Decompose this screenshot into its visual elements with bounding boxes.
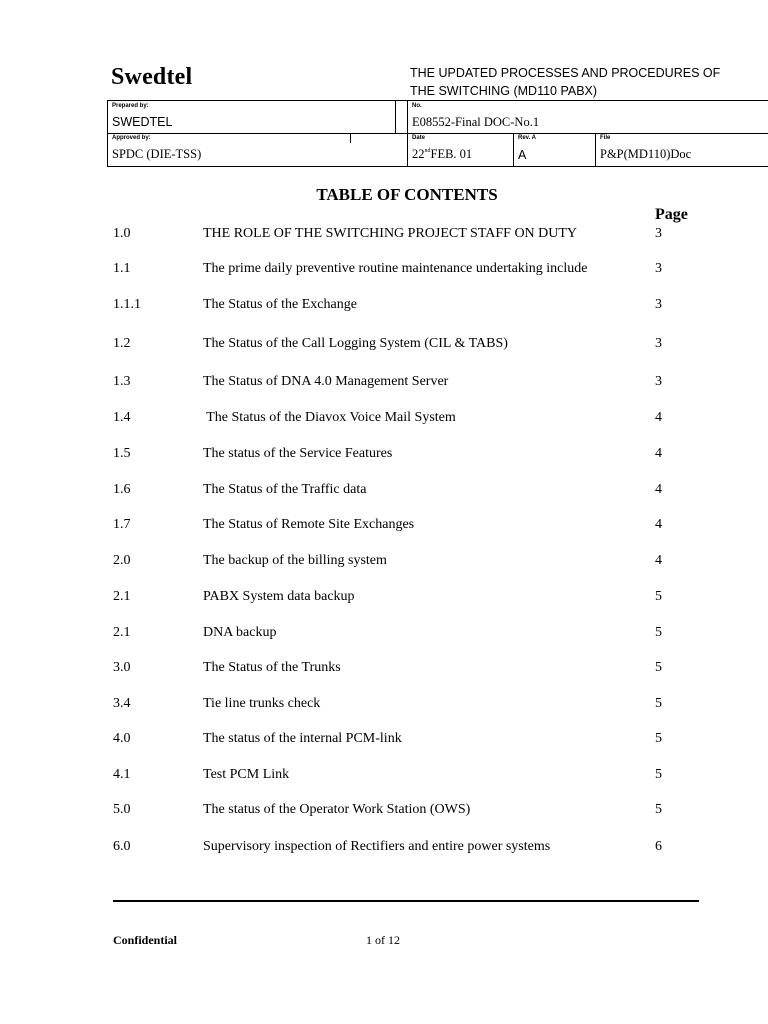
toc-entry-page: 3 <box>655 336 662 351</box>
toc-entry-page: 5 <box>655 696 662 711</box>
prepared-by-value: SWEDTEL <box>112 115 173 129</box>
toc-entry <box>0 336 768 356</box>
toc-entry-page: 4 <box>655 553 662 568</box>
toc-entry <box>0 802 768 822</box>
toc-entry-number: 1.0 <box>113 226 131 241</box>
toc-entry-title: The Status of Remote Site Exchanges <box>203 517 415 532</box>
toc-entry-number: 1.2 <box>113 336 131 351</box>
toc-entry-title: The status of the Operator Work Station (OWS) <box>203 802 471 817</box>
date-caption: Date <box>412 135 426 141</box>
date-suffix: nd <box>424 148 431 154</box>
toc-entry-number: 1.6 <box>113 482 131 497</box>
header-row-divider <box>108 133 768 134</box>
rev-value: A <box>518 148 527 162</box>
toc-entry-title: The backup of the billing system <box>203 553 387 568</box>
header-divider <box>595 133 596 167</box>
file-caption: File <box>600 135 611 141</box>
toc-entry-title: DNA backup <box>203 625 277 640</box>
footer-confidential: Confidential <box>113 933 178 947</box>
prepared-by-caption: Prepared by: <box>112 103 149 109</box>
file-value: P&P(MD110)Doc <box>600 147 692 161</box>
toc-entry-title: The prime daily preventive routine maintenance undertaking include <box>203 261 588 276</box>
toc-entry-number: 4.1 <box>113 767 131 782</box>
toc-entry-page: 5 <box>655 660 662 675</box>
doc-no-value: E08552-Final DOC-No.1 <box>412 115 540 129</box>
footer-divider <box>113 900 699 902</box>
toc-entry-number: 4.0 <box>113 731 131 746</box>
toc-entry-title: The Status of the Call Logging System (CIL & TABS) <box>203 336 508 351</box>
toc-entry-page: 4 <box>655 446 662 461</box>
approved-by-caption: Approved by: <box>112 135 151 141</box>
toc-heading: TABLE OF CONTENTS <box>316 185 498 204</box>
toc-entry <box>0 517 768 537</box>
header-divider <box>407 101 408 167</box>
toc-entry-number: 1.7 <box>113 517 131 532</box>
toc-entry-title: The Status of the Trunks <box>203 660 341 675</box>
toc-entry-title: The Status of the Diavox Voice Mail System <box>203 410 456 425</box>
toc-entry-page: 6 <box>655 839 662 854</box>
toc-entry-title: Tie line trunks check <box>203 696 321 711</box>
toc-entry-page: 3 <box>655 374 662 389</box>
toc-entry-page: 5 <box>655 802 662 817</box>
toc-entry <box>0 297 768 317</box>
toc-entry-page: 4 <box>655 482 662 497</box>
document-title-line-2: THE SWITCHING (MD110 PABX) <box>410 84 598 98</box>
toc-entry-number: 1.1.1 <box>113 297 141 312</box>
toc-entry-page: 5 <box>655 767 662 782</box>
toc-entry-page: 3 <box>655 226 662 241</box>
toc-entry-number: 1.3 <box>113 374 131 389</box>
toc-entry <box>0 374 768 394</box>
toc-entry <box>0 226 768 246</box>
header-divider <box>350 133 351 143</box>
toc-entry-number: 2.1 <box>113 625 131 640</box>
date-value <box>412 147 472 162</box>
document-title <box>410 64 730 100</box>
doc-no-caption: No. <box>412 103 422 109</box>
toc-entry-page: 5 <box>655 731 662 746</box>
toc-entry-title: The Status of the Traffic data <box>203 482 367 497</box>
toc-entry-title: Supervisory inspection of Rectifiers and entire power systems <box>203 839 551 854</box>
toc-entry <box>0 696 768 716</box>
toc-entry-title: Test PCM Link <box>203 767 290 782</box>
toc-entry-number: 5.0 <box>113 802 131 817</box>
toc-entry <box>0 660 768 680</box>
toc-entry-number: 6.0 <box>113 839 131 854</box>
toc-entry <box>0 482 768 502</box>
toc-entry <box>0 410 768 430</box>
toc-entry <box>0 839 768 859</box>
footer-page-number: 1 of 12 <box>366 933 400 947</box>
toc-entry-title: PABX System data backup <box>203 589 355 604</box>
date-day: 22 <box>412 147 425 161</box>
document-title-line-1: THE UPDATED PROCESSES AND PROCEDURES OF <box>410 66 721 80</box>
header-divider <box>395 101 396 133</box>
company-name: Swedtel <box>111 64 193 90</box>
toc-entry <box>0 731 768 751</box>
toc-entry-title: The Status of the Exchange <box>203 297 357 312</box>
approved-by-value: SPDC (DIE-TSS) <box>112 147 202 161</box>
toc-entry-title: The status of the Service Features <box>203 446 393 461</box>
toc-entry <box>0 589 768 609</box>
rev-caption: Rev. A <box>518 135 537 141</box>
toc-page-column-label: Page <box>655 206 688 223</box>
header-divider <box>513 133 514 167</box>
toc-entry <box>0 553 768 573</box>
toc-entry-page: 5 <box>655 589 662 604</box>
toc-entry-page: 5 <box>655 625 662 640</box>
document-header-table <box>107 100 768 167</box>
toc-entry <box>0 767 768 787</box>
toc-entry-number: 1.5 <box>113 446 131 461</box>
date-rest: FEB. 01 <box>430 147 473 161</box>
toc-entry <box>0 261 768 281</box>
toc-entry <box>0 625 768 645</box>
toc-entry-page: 3 <box>655 261 662 276</box>
toc-entry-page: 4 <box>655 517 662 532</box>
toc-entry-number: 2.0 <box>113 553 131 568</box>
toc-entry-number: 3.4 <box>113 696 131 711</box>
toc-entry-number: 1.1 <box>113 261 131 276</box>
toc-entry-number: 3.0 <box>113 660 131 675</box>
toc-entry <box>0 446 768 466</box>
toc-entry-page: 4 <box>655 410 662 425</box>
toc-entry-title: THE ROLE OF THE SWITCHING PROJECT STAFF ON DUTY <box>203 226 578 241</box>
toc-entry-title: The status of the internal PCM-link <box>203 731 402 746</box>
toc-entry-page: 3 <box>655 297 662 312</box>
toc-entry-title: The Status of DNA 4.0 Management Server <box>203 374 449 389</box>
toc-entry-number: 1.4 <box>113 410 131 425</box>
toc-entry-number: 2.1 <box>113 589 131 604</box>
